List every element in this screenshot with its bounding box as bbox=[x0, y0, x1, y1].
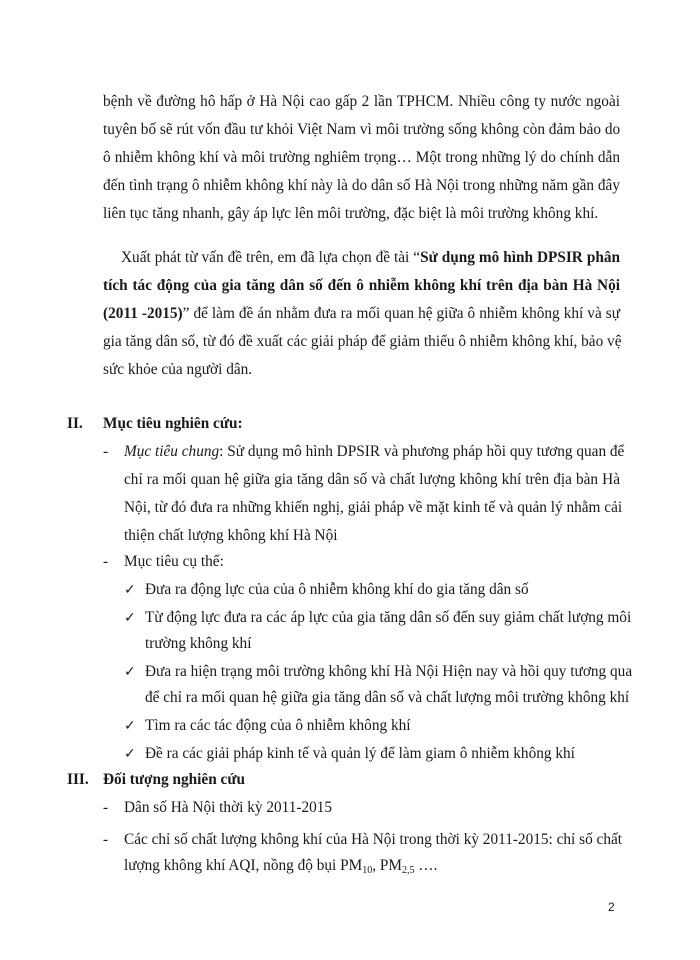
ellipsis-tail: …. bbox=[414, 857, 438, 874]
pm-separator: , PM bbox=[372, 857, 402, 874]
intro-line-2: tuyên bố sẽ rút vốn đầu tư khỏi Việt Nam vì môi trường sống không còn đảm bảo do bbox=[103, 121, 621, 138]
intro-line-1: bệnh về đường hô hấp ở Hà Nội cao gấp 2 lần TPHCM. Nhiều công ty nước ngoài bbox=[103, 93, 620, 110]
general-goal-line-3: Nội, từ đó đưa ra những khiến nghị, giải pháp về mặt kinh tế và quản lý nhằm cải bbox=[124, 499, 623, 516]
section-2-numeral: II. bbox=[67, 415, 83, 432]
section-2-title: Mục tiêu nghiên cứu: bbox=[103, 415, 243, 432]
section-3-title: Đối tượng nghiên cứu bbox=[103, 771, 246, 788]
pm10-subscript: 10 bbox=[362, 865, 373, 876]
intro-line-4: đến tình trạng ô nhiễm không khí này là do dân số Hà Nội trong những năm gần đây bbox=[103, 177, 620, 194]
subject-item-1: Dân số Hà Nội thời kỳ 2011-2015 bbox=[124, 799, 333, 816]
section-3-numeral: III. bbox=[67, 771, 89, 788]
subject-item-2-line-1: Các chỉ số chất lượng không khí của Hà Nội trong thời kỳ 2011-2015: chỉ số chất bbox=[124, 831, 623, 848]
aqi-text: lượng không khí AQI, nồng độ bụi PM bbox=[124, 857, 363, 874]
general-goal-text: : Sử dụng mô hình DPSIR và phương pháp hồi quy tương quan để bbox=[219, 443, 625, 460]
general-goal-dash: - bbox=[103, 443, 109, 460]
specific-goal-1: Đưa ra động lực của của ô nhiễm không khí do gia tăng dân số bbox=[145, 581, 529, 598]
subject-dash-2: - bbox=[103, 831, 109, 848]
topic-line-2: tích tác động của gia tăng dân số đến ô nhiễm không khí trên địa bàn Hà Nội bbox=[103, 277, 620, 294]
check-icon-3: ✓ bbox=[124, 664, 136, 680]
page-number: 2 bbox=[608, 900, 615, 914]
subject-dash-1: - bbox=[103, 799, 109, 816]
specific-goal-2-line-1: Từ động lực đưa ra các áp lực của gia tăng dân số đến suy giảm chất lượng môi bbox=[145, 609, 632, 626]
specific-goal-5: Đề ra các giải pháp kinh tế và quản lý để làm giam ô nhiễm không khí bbox=[145, 745, 575, 762]
specific-goal-dash: - bbox=[103, 553, 109, 570]
intro-line-5: liên tục tăng nhanh, gây áp lực lên môi trường, đặc biệt là môi trường không khí. bbox=[103, 205, 599, 222]
check-icon-1: ✓ bbox=[124, 582, 136, 598]
check-icon-4: ✓ bbox=[124, 718, 136, 734]
topic-line-4: gia tăng dân số, từ đó đề xuất các giải pháp để giảm thiểu ô nhiễm không khí, bảo vệ bbox=[103, 333, 622, 350]
general-goal-line-1 bbox=[124, 442, 625, 462]
general-goal-line-2: chỉ ra mối quan hệ giữa gia tăng dân số và chất lượng không khí trên địa bàn Hà bbox=[124, 471, 620, 488]
topic-line-3 bbox=[103, 304, 620, 324]
general-goal-label: Mục tiêu chung bbox=[124, 443, 220, 460]
specific-goal-2-line-2: trường không khí bbox=[145, 635, 252, 652]
specific-goal-3-line-1: Đưa ra hiện trạng môi trường không khí Hà Nội Hiện nay và hồi quy tương qua bbox=[145, 663, 633, 680]
subject-item-2-line-2 bbox=[124, 856, 437, 876]
specific-goal-label: Mục tiêu cụ thể: bbox=[124, 553, 224, 570]
topic-intro-text: Xuất phát từ vấn đề trên, em đã lựa chọn đề tài “ bbox=[121, 249, 421, 266]
check-icon-2: ✓ bbox=[124, 610, 136, 626]
general-goal-line-4: thiện chất lượng không khí Hà Nội bbox=[124, 527, 338, 544]
intro-line-3: ô nhiễm không khí và môi trường nghiêm trọng… Một trong những lý do chính dẫn bbox=[103, 149, 620, 166]
specific-goal-4: Tìm ra các tác động của ô nhiễm không khí bbox=[145, 717, 411, 734]
topic-line-5: sức khỏe của người dân. bbox=[103, 361, 253, 378]
topic-line-1 bbox=[121, 248, 620, 268]
topic-line-3-text: ” để làm đề án nhằm đưa ra mối quan hệ giữa ô nhiễm không khí và sự bbox=[182, 305, 621, 322]
specific-goal-3-line-2: để chỉ ra mối quan hệ giữa gia tăng dân số và chất lượng môi trường không khí bbox=[145, 689, 630, 706]
pm25-subscript: 2,5 bbox=[401, 865, 415, 876]
topic-title-part-1: Sử dụng mô hình DPSIR phân bbox=[420, 249, 620, 266]
topic-title-years: (2011 -2015) bbox=[103, 305, 183, 322]
check-icon-5: ✓ bbox=[124, 746, 136, 762]
